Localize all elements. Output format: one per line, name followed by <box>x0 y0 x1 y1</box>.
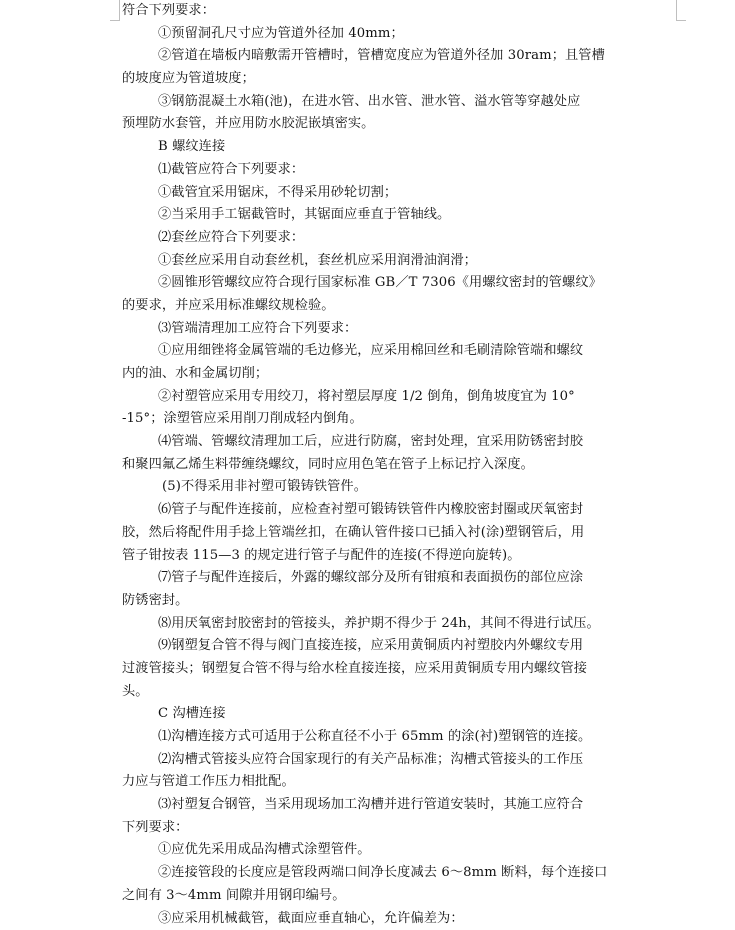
text-line: 力应与管道工作压力相批配。 <box>122 771 682 794</box>
page-corner-mark-left <box>110 0 120 21</box>
text-line: ①截管宜采用锯床，不得采用砂轮切割； <box>122 182 682 205</box>
text-line: 胶，然后将配件用手捻上管端丝扣，在确认管件接口已插入衬(涂)塑钢管后，用 <box>122 522 682 545</box>
text-line: 头。 <box>122 681 682 704</box>
text-line: ⑵沟槽式管接头应符合国家现行的有关产品标准；沟槽式管接头的工作压 <box>122 749 682 772</box>
text-line: ②衬塑管应采用专用绞刀，将衬塑层厚度 1/2 倒角，倒角坡度宜为 10° <box>122 386 682 409</box>
text-line: (5)不得采用非衬塑可锻铸铁管件。 <box>122 476 682 499</box>
text-line: B 螺纹连接 <box>122 136 682 159</box>
text-line: ③钢筋混凝土水箱(池)，在进水管、出水管、泄水管、溢水管等穿越处应 <box>122 91 682 114</box>
text-line: ⑶管端清理加工应符合下列要求： <box>122 318 682 341</box>
text-line: ②当采用手工锯截管时，其锯面应垂直于管轴线。 <box>122 204 682 227</box>
text-line: 内的油、水和金属切削； <box>122 363 682 386</box>
text-line: 的要求，并应采用标准螺纹规检验。 <box>122 295 682 318</box>
text-line: ⑶衬塑复合钢管，当采用现场加工沟槽并进行管道安装时，其施工应符合 <box>122 794 682 817</box>
text-line: ⑴截管应符合下列要求： <box>122 159 682 182</box>
text-line: 和聚四氟乙烯生料带缠绕螺纹，同时应用色笔在管子上标记拧入深度。 <box>122 454 682 477</box>
document-body <box>122 0 682 930</box>
text-line: ⑴沟槽连接方式可适用于公称直径不小于 65mm 的涂(衬)塑钢管的连接。 <box>122 726 682 749</box>
text-line: ⑼钢塑复合管不得与阀门直接连接，应采用黄铜质内衬塑胶内外螺纹专用 <box>122 635 682 658</box>
text-line: 过渡管接头；钢塑复合管不得与给水栓直接连接，应采用黄铜质专用内螺纹管接 <box>122 658 682 681</box>
text-line: ⑻用厌氧密封胶密封的管接头，养护期不得少于 24h，其间不得进行试压。 <box>122 613 682 636</box>
text-line: 的坡度应为管道坡度； <box>122 68 682 91</box>
text-line: 之间有 3～4mm 间隙并用钢印编号。 <box>122 885 682 908</box>
text-line: ①应用细锉将金属管端的毛边修光，应采用棉回丝和毛刷清除管端和螺纹 <box>122 340 682 363</box>
text-line: ②连接管段的长度应是管段两端口间净长度减去 6～8mm 断料，每个连接口 <box>122 862 682 885</box>
text-line: 预埋防水套管，并应用防水胶泥嵌填密实。 <box>122 113 682 136</box>
text-line: 管子钳按表 115—3 的规定进行管子与配件的连接(不得逆向旋转)。 <box>122 545 682 568</box>
text-line: ①套丝应采用自动套丝机，套丝机应采用润滑油润滑； <box>122 250 682 273</box>
text-line: 符合下列要求： <box>122 0 682 23</box>
text-line: ①预留洞孔尺寸应为管道外径加 40mm； <box>122 23 682 46</box>
text-line: ⑵套丝应符合下列要求： <box>122 227 682 250</box>
text-line: ⑷管端、管螺纹清理加工后，应进行防腐，密封处理，宜采用防锈密封胶 <box>122 431 682 454</box>
text-line: 防锈密封。 <box>122 590 682 613</box>
text-line: ①应优先采用成品沟槽式涂塑管件。 <box>122 839 682 862</box>
text-line: ⑹管子与配件连接前，应检查衬塑可锻铸铁管件内橡胶密封圈或厌氧密封 <box>122 499 682 522</box>
text-line: ③应采用机械截管，截面应垂直轴心，允许偏差为： <box>122 908 682 930</box>
text-line: C 沟槽连接 <box>122 703 682 726</box>
text-line: ②圆锥形管螺纹应符合现行国家标准 GB／T 7306《用螺纹密封的管螺纹》 <box>122 272 682 295</box>
text-line: -15°；涂塑管应采用削刀削成轻内倒角。 <box>122 408 682 431</box>
text-line: 下列要求： <box>122 817 682 840</box>
text-line: ②管道在墙板内暗敷需开管槽时，管槽宽度应为管道外径加 30ram；且管槽 <box>122 45 682 68</box>
text-line: ⑺管子与配件连接后，外露的螺纹部分及所有钳痕和表面损伤的部位应涂 <box>122 567 682 590</box>
